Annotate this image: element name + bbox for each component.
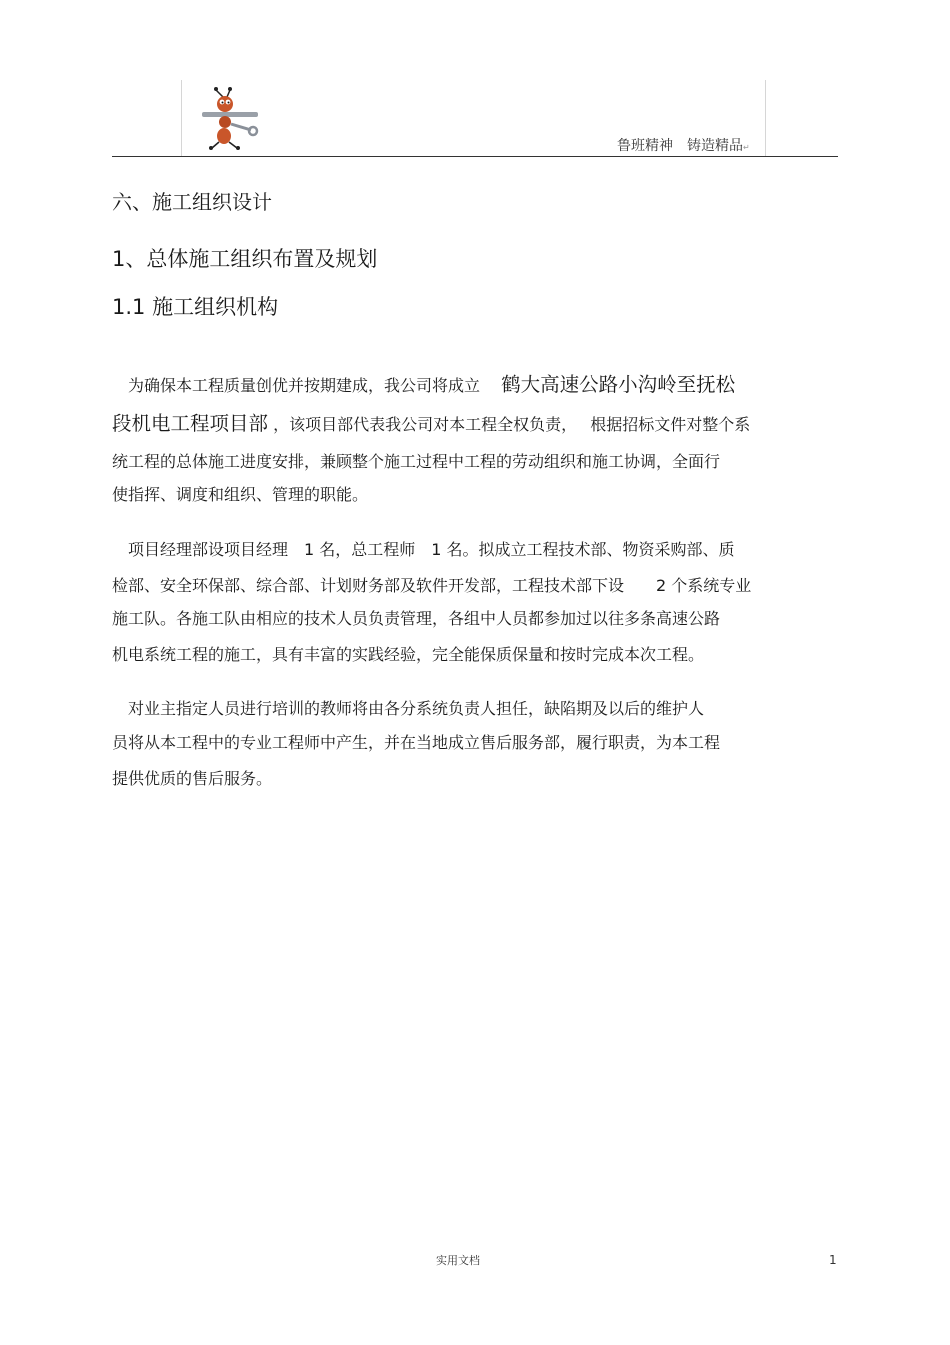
paragraph-1-line-3 — [112, 449, 720, 472]
section-heading: 六、施工组织设计 — [112, 190, 272, 214]
paragraph-text: 对业主指定人员进行培训的教师将由各分系统负责人担任，缺陷期及以后的维护人 — [112, 699, 705, 718]
paragraph-3-line-1 — [112, 696, 704, 719]
paragraph-text: 员将从本工程中的专业工程师中产生，并在当地成立售后服务部，履行职责，为本工程 — [112, 733, 721, 752]
footer-label: 实用文档 — [436, 1254, 480, 1267]
paragraph-2-line-4 — [112, 642, 704, 665]
subsection-heading: 1、总体施工组织布置及规划 — [112, 247, 378, 271]
paragraph-text: 检部、安全环保部、综合部、计划财务部及软件开发部，工程技术部下设 2 个系统专业 — [112, 576, 752, 595]
motto-part-1: 鲁班精神 — [617, 138, 673, 154]
paragraph-text: 项目经理部设项目经理 1 名，总工程师 1 名。拟成立工程技术部、物资采购部、质 — [112, 540, 735, 559]
paragraph-1-line-1 — [112, 369, 735, 397]
page-header — [0, 0, 950, 160]
paragraph-2-line-3 — [112, 606, 720, 629]
header-divider-left — [181, 80, 182, 156]
paragraph-1-line-2 — [112, 408, 750, 436]
motto-part-2: 铸造精品 — [687, 138, 743, 154]
paragraph-text: 使指挥、调度和组织、管理的职能。 — [112, 485, 369, 504]
paragraph-text: ，该项目部代表我公司对本工程全权负责， 根据招标文件对整个系 — [268, 415, 751, 434]
paragraph-2-line-1 — [112, 537, 735, 560]
paragraph-3-line-2 — [112, 730, 720, 753]
paragraph-text: 为确保本工程质量创优并按期建成，我公司将成立 — [112, 376, 502, 395]
project-name-part-1: 鹤大高速公路小沟岭至抚松 — [501, 373, 736, 396]
paragraph-text: 施工队。各施工队由相应的技术人员负责管理，各组中人员都参加过以往多条高速公路 — [112, 609, 721, 628]
header-motto — [617, 135, 750, 155]
paragraph-text: 机电系统工程的施工，具有丰富的实践经验，完全能保质保量和按时完成本次工程。 — [112, 645, 705, 664]
header-divider-right — [765, 80, 766, 156]
paragraph-text: 提供优质的售后服务。 — [112, 769, 273, 788]
project-name-part-2: 段机电工程项目部 — [112, 412, 269, 435]
paragraph-2-line-2 — [112, 573, 751, 596]
paragraph-text: 统工程的总体施工进度安排，兼顾整个施工过程中工程的劳动组织和施工协调，全面行 — [112, 452, 721, 471]
sub-subsection-heading: 1.1 施工组织机构 — [112, 295, 279, 319]
paragraph-3-line-3 — [112, 766, 272, 789]
ant-mascot-with-wrench-icon — [199, 84, 263, 152]
page-number: 1 — [829, 1253, 837, 1267]
paragraph-mark: ↵ — [743, 143, 750, 152]
header-rule — [112, 156, 838, 157]
paragraph-1-line-4 — [112, 482, 368, 505]
